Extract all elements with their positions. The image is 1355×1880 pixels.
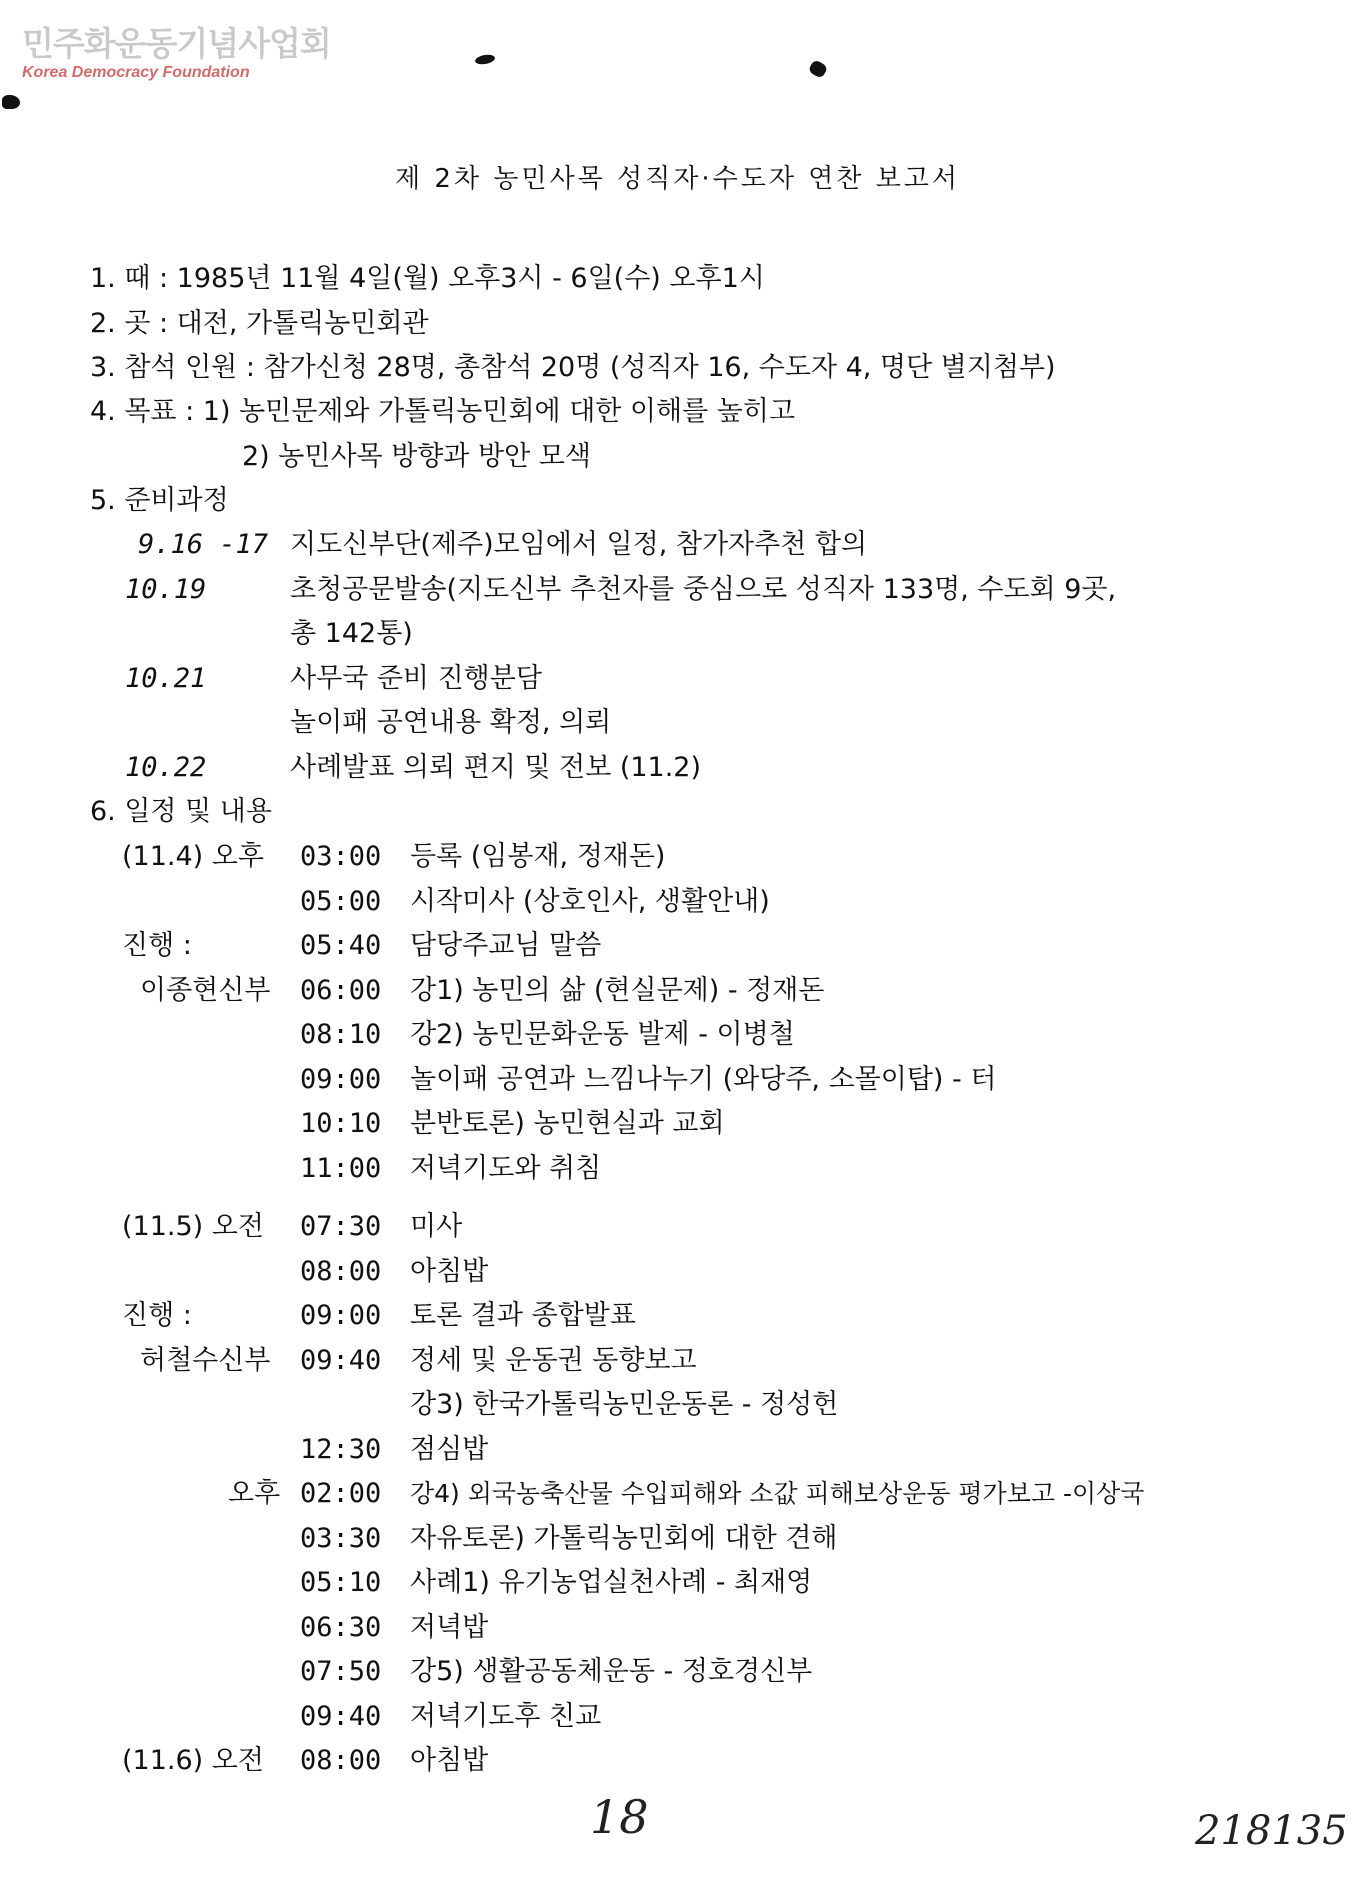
prep-date: 10.21 (125, 663, 207, 694)
schedule-time: 05:00 (300, 886, 382, 917)
ink-blot (2, 95, 20, 109)
schedule-left: 진행 : (122, 1300, 192, 1331)
schedule-time: 09:40 (300, 1345, 382, 1376)
schedule-time: 02:00 (300, 1478, 382, 1509)
schedule-text: 놀이패 공연과 느낌나누기 (와당주, 소몰이탑) - 터 (410, 1064, 997, 1095)
item-when: 1. 때 : 1985년 11월 4일(월) 오후3시 - 6일(수) 오후1시 (90, 263, 765, 294)
schedule-text: 토론 결과 종합발표 (410, 1300, 636, 1331)
schedule-text: 등록 (임봉재, 정재돈) (410, 841, 666, 872)
schedule-time: 06:00 (300, 975, 382, 1006)
schedule-time: 07:30 (300, 1211, 382, 1242)
schedule-time: 05:40 (300, 930, 382, 961)
schedule-text: 자유토론) 가톨릭농민회에 대한 견해 (410, 1523, 838, 1554)
prep-text: 지도신부단(제주)모임에서 일정, 참가자추천 합의 (290, 529, 868, 560)
schedule-time: 08:00 (300, 1256, 382, 1287)
schedule-text: 담당주교님 말씀 (410, 930, 602, 961)
schedule-time: 11:00 (300, 1153, 382, 1184)
schedule-text: 강4) 외국농축산물 수입피해와 소값 피해보상운동 평가보고 -이상국 (410, 1479, 1145, 1508)
schedule-time: 06:30 (300, 1612, 382, 1643)
schedule-time: 09:00 (300, 1300, 382, 1331)
schedule-text: 강5) 생활공동체운동 - 정호경신부 (410, 1656, 813, 1687)
schedule-left: (11.5) 오전 (122, 1211, 264, 1242)
schedule-left: 이종현신부 (140, 975, 271, 1006)
schedule-text: 저녁밥 (410, 1612, 489, 1643)
prep-text: 사례발표 의뢰 편지 및 전보 (11.2) (290, 752, 701, 783)
schedule-text: 강1) 농민의 삶 (현실문제) - 정재돈 (410, 975, 825, 1006)
schedule-text: 점심밥 (410, 1434, 489, 1465)
schedule-time: 09:00 (300, 1064, 382, 1095)
schedule-time: 08:10 (300, 1019, 382, 1050)
prep-date: 10.19 (125, 574, 207, 605)
schedule-time: 03:30 (300, 1523, 382, 1554)
item-where: 2. 곳 : 대전, 가톨릭농민회관 (90, 308, 429, 339)
schedule-text: 정세 및 운동권 동향보고 (410, 1345, 697, 1376)
document-title: 제 2차 농민사목 성직자·수도자 연찬 보고서 (394, 164, 961, 194)
prep-date: 9.16 -17 (138, 529, 269, 560)
schedule-text: 강3) 한국가톨릭농민운동론 - 정성헌 (410, 1389, 839, 1420)
schedule-time: 10:10 (300, 1108, 382, 1139)
schedule-time: 05:10 (300, 1567, 382, 1598)
item-attendance: 3. 참석 인원 : 참가신청 28명, 총참석 20명 (성직자 16, 수도자 4, 명단 별지첨부) (90, 352, 1056, 383)
prep-date: 10.22 (125, 752, 207, 783)
item-prep-heading: 5. 준비과정 (90, 485, 229, 516)
schedule-left: 진행 : (122, 930, 192, 961)
schedule-text: 시작미사 (상호인사, 생활안내) (410, 886, 770, 917)
item-goal-2: 2) 농민사목 방향과 방안 모색 (242, 441, 591, 472)
schedule-text: 저녁기도와 취침 (410, 1153, 602, 1184)
schedule-time: 12:30 (300, 1434, 382, 1465)
schedule-text: 아침밥 (410, 1745, 489, 1776)
ink-blot (474, 53, 495, 65)
schedule-time: 08:00 (300, 1745, 382, 1776)
prep-text: 초청공문발송(지도신부 추천자를 중심으로 성직자 133명, 수도회 9곳, (290, 574, 1117, 605)
schedule-text: 강2) 농민문화운동 발제 - 이병철 (410, 1019, 795, 1050)
schedule-left: (11.4) 오후 (122, 841, 264, 872)
ink-blot (808, 59, 829, 79)
handwritten-page-mark: 18 (590, 1790, 649, 1844)
watermark-korean: 민주화운동기념사업회 (22, 24, 331, 63)
schedule-text: 분반토론) 농민현실과 교회 (410, 1108, 725, 1139)
item-schedule-heading: 6. 일정 및 내용 (90, 796, 272, 827)
schedule-time: 09:40 (300, 1701, 382, 1732)
schedule-left: 오후 (228, 1478, 281, 1509)
item-goal-1: 4. 목표 : 1) 농민문제와 가톨릭농민회에 대한 이해를 높히고 (90, 396, 796, 427)
schedule-text: 사례1) 유기농업실천사례 - 최재영 (410, 1567, 813, 1598)
prep-text: 놀이패 공연내용 확정, 의뢰 (290, 707, 612, 738)
handwritten-doc-number: 218135 (1195, 1808, 1348, 1854)
schedule-left: 허철수신부 (140, 1345, 271, 1376)
watermark-english: Korea Democracy Foundation (22, 64, 250, 81)
prep-text: 사무국 준비 진행분담 (290, 663, 542, 694)
schedule-time: 03:00 (300, 841, 382, 872)
schedule-time: 07:50 (300, 1656, 382, 1687)
schedule-text: 아침밥 (410, 1256, 489, 1287)
schedule-left: (11.6) 오전 (122, 1745, 264, 1776)
schedule-text: 미사 (410, 1211, 463, 1242)
schedule-text: 저녁기도후 친교 (410, 1701, 602, 1732)
prep-text: 총 142통) (290, 618, 413, 649)
